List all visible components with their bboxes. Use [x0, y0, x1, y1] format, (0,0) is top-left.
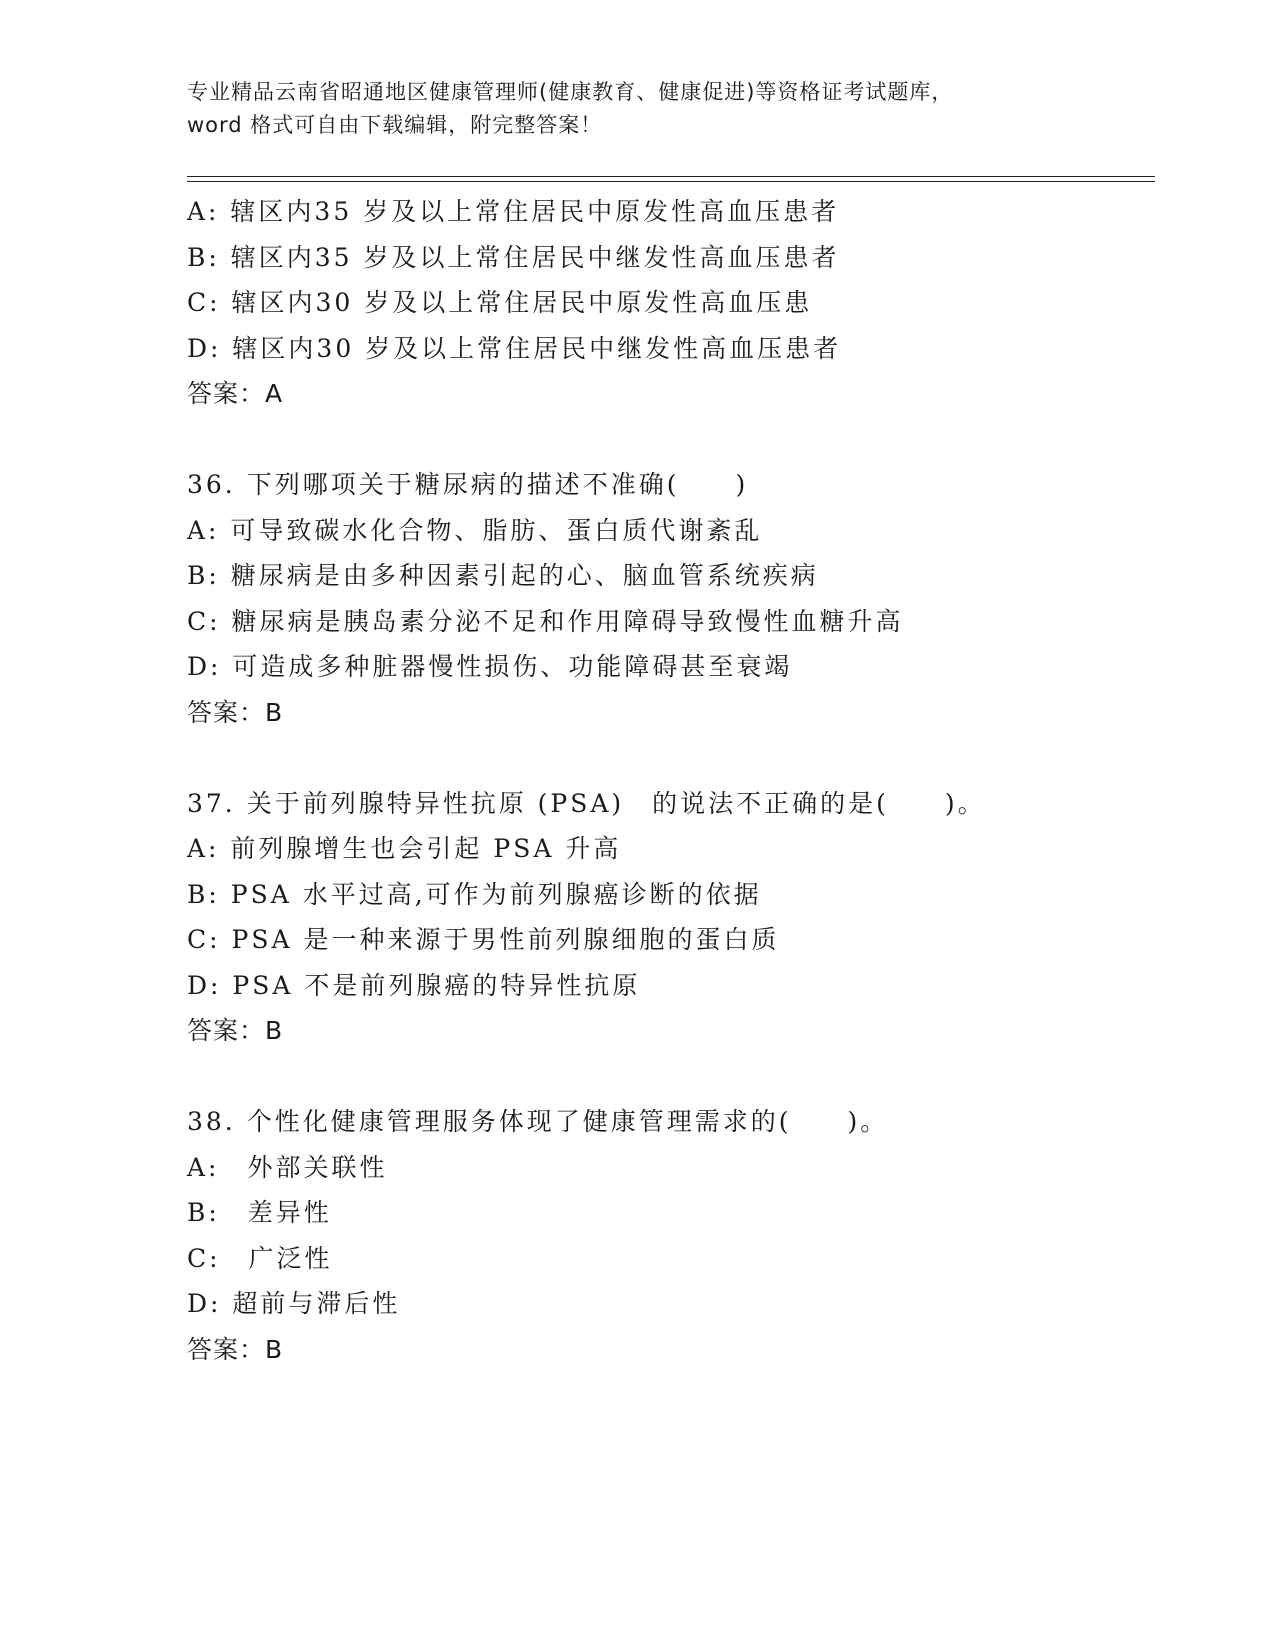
- option-a: A: 前列腺增生也会引起 PSA 升高: [187, 834, 622, 863]
- question-stem: 37. 关于前列腺特异性抗原 (PSA) 的说法不正确的是( )。: [187, 788, 986, 818]
- header-line-1: 专业精品云南省昭通地区健康管理师(健康教育、健康促进)等资格证考试题库，: [187, 80, 954, 104]
- option-c: C: PSA 是一种来源于男性前列腺细胞的蛋白质: [187, 925, 780, 954]
- option-c: C: 广泛性: [187, 1243, 333, 1273]
- answer-label: 答案：B: [187, 1016, 284, 1045]
- option-c: C: 糖尿病是胰岛素分泌不足和作用障碍导致慢性血糖升高: [187, 606, 904, 636]
- answer-label: 答案：A: [187, 379, 284, 408]
- document-header: [187, 76, 1087, 142]
- header-divider-bottom: [187, 181, 1155, 182]
- question-37: [187, 781, 1147, 1054]
- option-c: C: 辖区内30 岁及以上常住居民中原发性高血压患: [187, 288, 813, 317]
- question-stem: 38. 个性化健康管理服务体现了健康管理需求的( )。: [187, 1107, 889, 1136]
- question-list: [187, 189, 1147, 1372]
- header-line-2: word 格式可自由下载编辑，附完整答案！: [187, 113, 603, 137]
- question-stem: 36. 下列哪项关于糖尿病的描述不准确( ): [187, 470, 749, 499]
- option-d: D: 辖区内30 岁及以上常住居民中继发性高血压患者: [187, 333, 842, 363]
- option-d: D: PSA 不是前列腺癌的特异性抗原: [187, 970, 641, 1000]
- option-b: B: 辖区内35 岁及以上常住居民中继发性高血压患者: [187, 242, 840, 272]
- option-b: B: 差异性: [187, 1198, 332, 1227]
- spacer: [187, 1054, 1147, 1100]
- option-b: B: PSA 水平过高,可作为前列腺癌诊断的依据: [187, 879, 762, 909]
- question-36: [187, 462, 1147, 735]
- option-d: D: 超前与滞后性: [187, 1289, 401, 1318]
- question-38: [187, 1099, 1147, 1372]
- header-divider-top: [187, 176, 1155, 177]
- option-a: A: 外部关联性: [187, 1152, 388, 1182]
- question-35-continued: [187, 189, 1147, 417]
- option-a: A: 辖区内35 岁及以上常住居民中原发性高血压患者: [187, 197, 840, 226]
- option-b: B: 糖尿病是由多种因素引起的心、脑血管系统疾病: [187, 561, 819, 590]
- option-a: A: 可导致碳水化合物、脂肪、蛋白质代谢紊乱: [187, 515, 763, 545]
- spacer: [187, 735, 1147, 781]
- spacer: [187, 417, 1147, 463]
- answer-label: 答案：B: [187, 1334, 284, 1364]
- option-d: D: 可造成多种脏器慢性损伤、功能障碍甚至衰竭: [187, 652, 793, 681]
- answer-label: 答案：B: [187, 697, 284, 727]
